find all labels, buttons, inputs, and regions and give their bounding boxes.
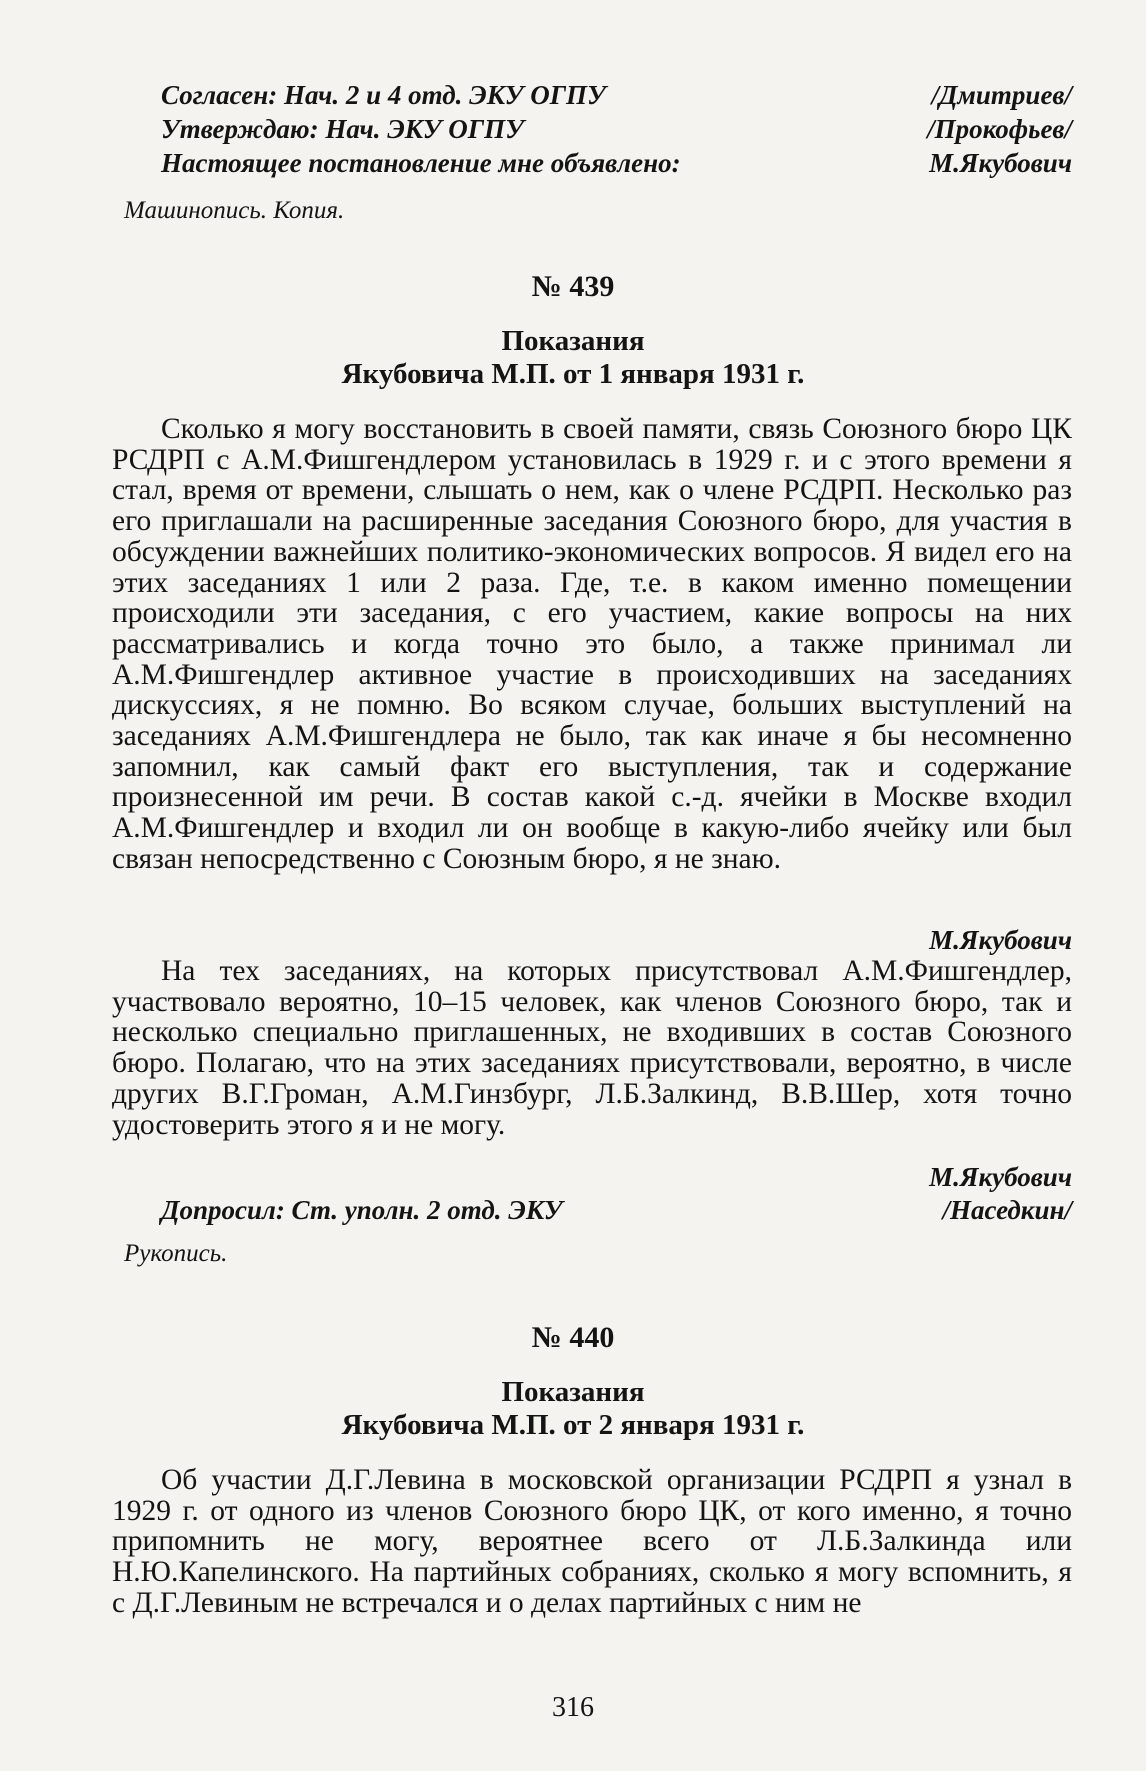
doc439-paragraph-1: Сколько я могу восстановить в своей памяти, связь Союзного бюро ЦК РСДРП с А.М.Фишгендлером установилась в 1929 г. и с этого времени я стал, время от времени, слышать о нем, как о члене РСДРП. Несколько раз его приглашали на расширенные заседания Союзного бюро, для участия в обсуждении важнейших политико-экономических вопросов. Я видел его на этих заседаниях 1 или 2 раза. Где, т.е. в каком именно помещении происходили эти заседания, с его участием, какие вопросы на них рассматривались и когда точно это было, а также принимал ли А.М.Фишгендлер активное участие в происходивших на заседаниях дискуссиях, я не помню. Во всяком случае, больших выступлений на заседаниях А.М.Фишгендлера не было, так как иначе я бы несомненно запомнил, как самый факт его выступления, так и содержание произнесенной им речи. В состав какой с.-д. ячейки в Москве входил А.М.Фишгендлер и входил ли он вообще в какую-либо ячейку или был связан непосредственно с Союзным бюро, я не знаю.: [112, 413, 1072, 875]
page-number: 316: [552, 1692, 594, 1723]
doc439-paragraph-2: На тех заседаниях, на которых присутствовал А.М.Фишгендлер, участвовало вероятно, 10–15 человек, как членов Союзного бюро, так и несколько специально приглашенных, не входивших в состав Союзного бюро. Полагаю, что на этих заседаниях присутствовали, вероятно, в числе других В.Г.Громан, А.М.Гинзбург, Л.Б.Залкинд, В.В.Шер, хотя точно удостоверить этого я и не могу.: [112, 955, 1072, 1141]
interrogated-line: Допросил: Ст. уполн. 2 отд. ЭКУ: [161, 1195, 563, 1225]
approve-line: Утверждаю: Нач. ЭКУ ОГПУ: [161, 114, 524, 144]
source-note-manuscript: Рукопись.: [124, 1240, 228, 1267]
document-number-439: № 439: [531, 270, 615, 303]
doc439-heading-subtitle: Якубовича М.П. от 1 января 1931 г.: [341, 358, 805, 390]
document-number-440: № 440: [531, 1321, 615, 1354]
agree-line: Согласен: Нач. 2 и 4 отд. ЭКУ ОГПУ: [161, 80, 606, 110]
source-note-typescript: Машинопись. Копия.: [124, 197, 345, 224]
announced-signature: М.Якубович: [929, 148, 1072, 178]
agree-signature: /Дмитриев/: [931, 80, 1072, 110]
announced-line: Настоящее постановление мне объявлено:: [161, 148, 681, 178]
doc439-signature-2: М.Якубович: [929, 1162, 1072, 1192]
doc440-paragraph-1: Об участии Д.Г.Левина в московской организации РСДРП я узнал в 1929 г. от одного из членов Союзного бюро ЦК, от кого именно, я точно припомнить не могу, вероятнее всего от Л.Б.Залкинда или Н.Ю.Капелинского. На партийных собраниях, сколько я могу вспомнить, я с Д.Г.Левиным не встречался и о делах партийных с ним не: [112, 1464, 1072, 1619]
doc439-signature-1: М.Якубович: [929, 925, 1072, 955]
doc440-heading-subtitle: Якубовича М.П. от 2 января 1931 г.: [341, 1409, 805, 1441]
approve-signature: /Прокофьев/: [927, 114, 1072, 144]
doc439-heading-title: Показания: [501, 325, 645, 357]
doc440-heading-title: Показания: [501, 1376, 645, 1408]
interrogated-signature: /Наседкин/: [942, 1195, 1072, 1225]
